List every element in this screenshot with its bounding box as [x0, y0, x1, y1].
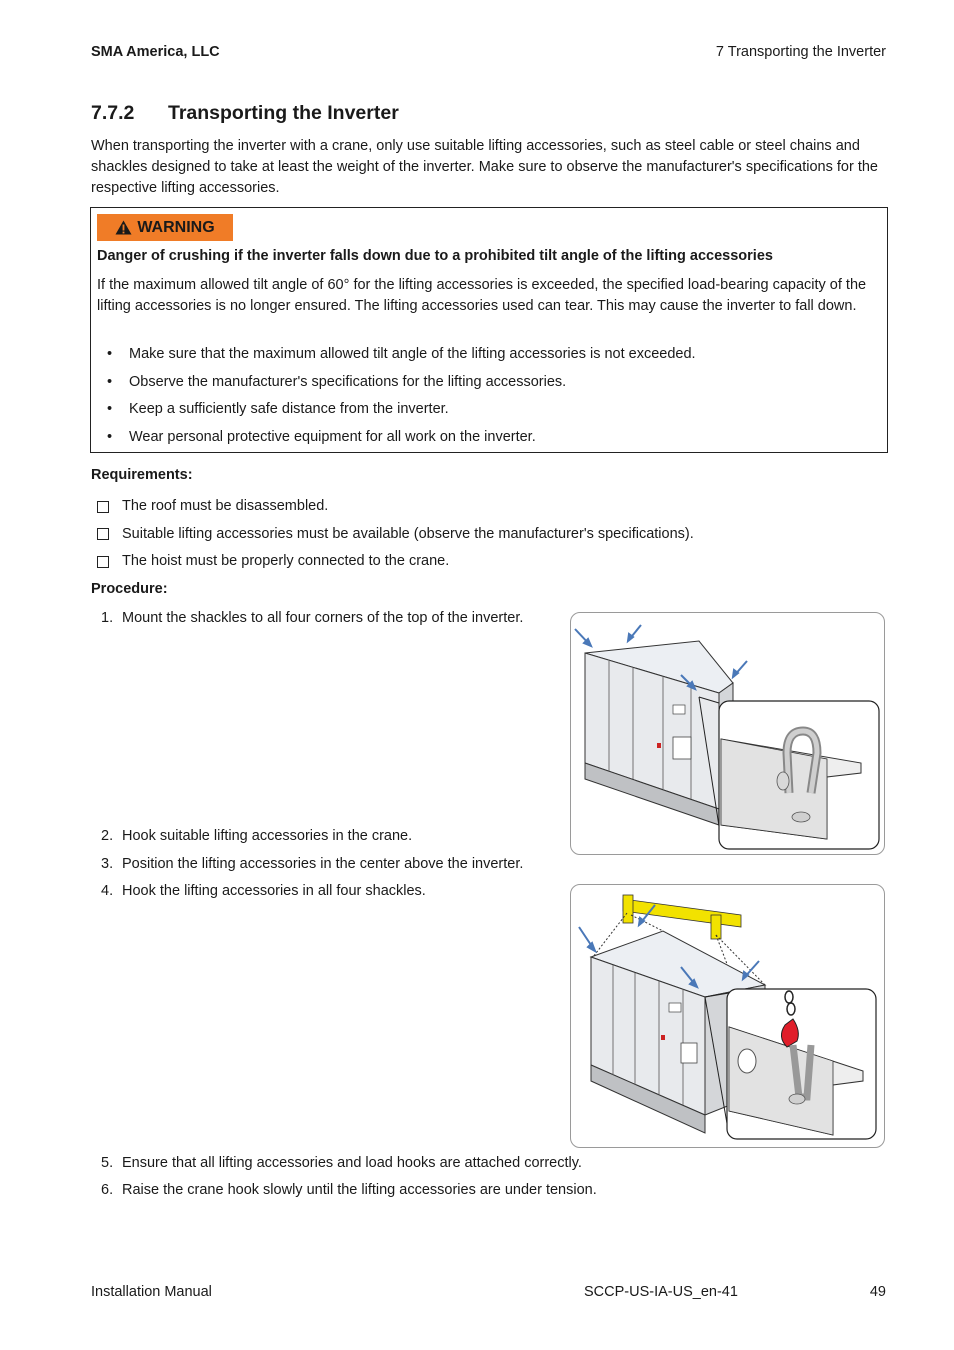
section-number: 7.7.2 [91, 102, 135, 124]
procedure-heading: Procedure: [91, 581, 168, 597]
warning-bullet-text: Observe the manufacturer's specifications for the lifting accessories. [129, 373, 567, 390]
list-item [107, 344, 696, 372]
inverter-lifting-illustration [571, 885, 884, 1147]
step-text: Position the lifting accessories in the center above the inverter. [122, 856, 524, 872]
warning-bullet-text: Make sure that the maximum allowed tilt angle of the lifting accessories is not exceeded. [129, 346, 696, 362]
step-text: Hook suitable lifting accessories in the crane. [122, 828, 413, 844]
step-number: 2. [101, 828, 114, 844]
list-item [107, 372, 696, 400]
procedure-step [101, 854, 523, 875]
warning-bullet-list [107, 344, 696, 454]
warning-heading: Danger of crushing if the inverter falls down due to a prohibited tilt angle of the lifting accessories [97, 248, 773, 264]
step-number: 4. [101, 883, 114, 899]
procedure-step [101, 1153, 582, 1174]
requirement-text: The hoist must be properly connected to the crane. [122, 553, 450, 570]
list-item [107, 399, 696, 427]
bullet-icon: • [107, 428, 113, 445]
footer-page-number: 49 [869, 1284, 886, 1300]
header-chapter: 7 Transporting the Inverter [715, 44, 886, 60]
step-text: Ensure that all lifting accessories and load hooks are attached correctly. [122, 1155, 582, 1171]
footer-doc-type: Installation Manual [91, 1284, 212, 1300]
checkbox-icon [97, 528, 109, 540]
bullet-icon: • [107, 401, 113, 417]
section-title-text: Transporting the Inverter [168, 102, 399, 124]
checkbox-icon [97, 501, 109, 513]
requirements-heading: Requirements: [91, 467, 193, 483]
section-title [91, 102, 399, 125]
checkbox-icon [97, 556, 109, 568]
inverter-shackle-illustration [571, 613, 884, 854]
procedure-step [101, 881, 426, 902]
step-text: Raise the crane hook slowly until the lifting accessories are under tension. [122, 1182, 597, 1198]
warning-bullet-text: Wear personal protective equipment for all work on the inverter. [129, 428, 536, 445]
list-item [107, 427, 696, 455]
requirement-text: The roof must be disassembled. [122, 498, 329, 515]
step-number: 6. [101, 1182, 114, 1198]
header-company: SMA America, LLC [91, 44, 220, 60]
section-intro: When transporting the inverter with a crane, only use suitable lifting accessories, such as steel cable or steel chains and shackles designed to take at least the weight of the inverter. Make sure to observe the manufacturer's specifications for the respective lifting accessories. [91, 138, 879, 196]
warning-body: If the maximum allowed tilt angle of 60° for the lifting accessories is exceeded, the specified load-bearing capacity of the lifting accessories is no longer ensured. The lifting accessories used can tear. This may cause the inverter to fall down. [97, 277, 867, 314]
bullet-icon: • [107, 373, 113, 390]
step-number: 3. [101, 856, 114, 872]
bullet-icon: • [107, 346, 113, 362]
requirements-list [97, 493, 694, 576]
step-text: Hook the lifting accessories in all four shackles. [122, 883, 426, 899]
procedure-step [101, 608, 523, 629]
figure-shackle-mounting [570, 612, 885, 855]
step-text: Mount the shackles to all four corners of the top of the inverter. [122, 610, 524, 626]
list-item [97, 521, 694, 549]
list-item [97, 493, 694, 521]
warning-label-text: WARNING [137, 218, 215, 236]
list-item [97, 548, 694, 576]
warning-box [90, 207, 888, 453]
warning-label [97, 214, 233, 241]
warning-triangle-icon [115, 220, 132, 235]
warning-bullet-text: Keep a sufficiently safe distance from the inverter. [129, 401, 449, 417]
step-number: 5. [101, 1155, 114, 1171]
procedure-step [101, 826, 412, 847]
figure-lifting-attachment [570, 884, 885, 1148]
requirement-text: Suitable lifting accessories must be available (observe the manufacturer's specifications). [122, 525, 694, 542]
footer-doc-code: SCCP-US-IA-US_en-41 [584, 1284, 738, 1300]
procedure-step [101, 1180, 597, 1201]
step-number: 1. [101, 610, 114, 626]
